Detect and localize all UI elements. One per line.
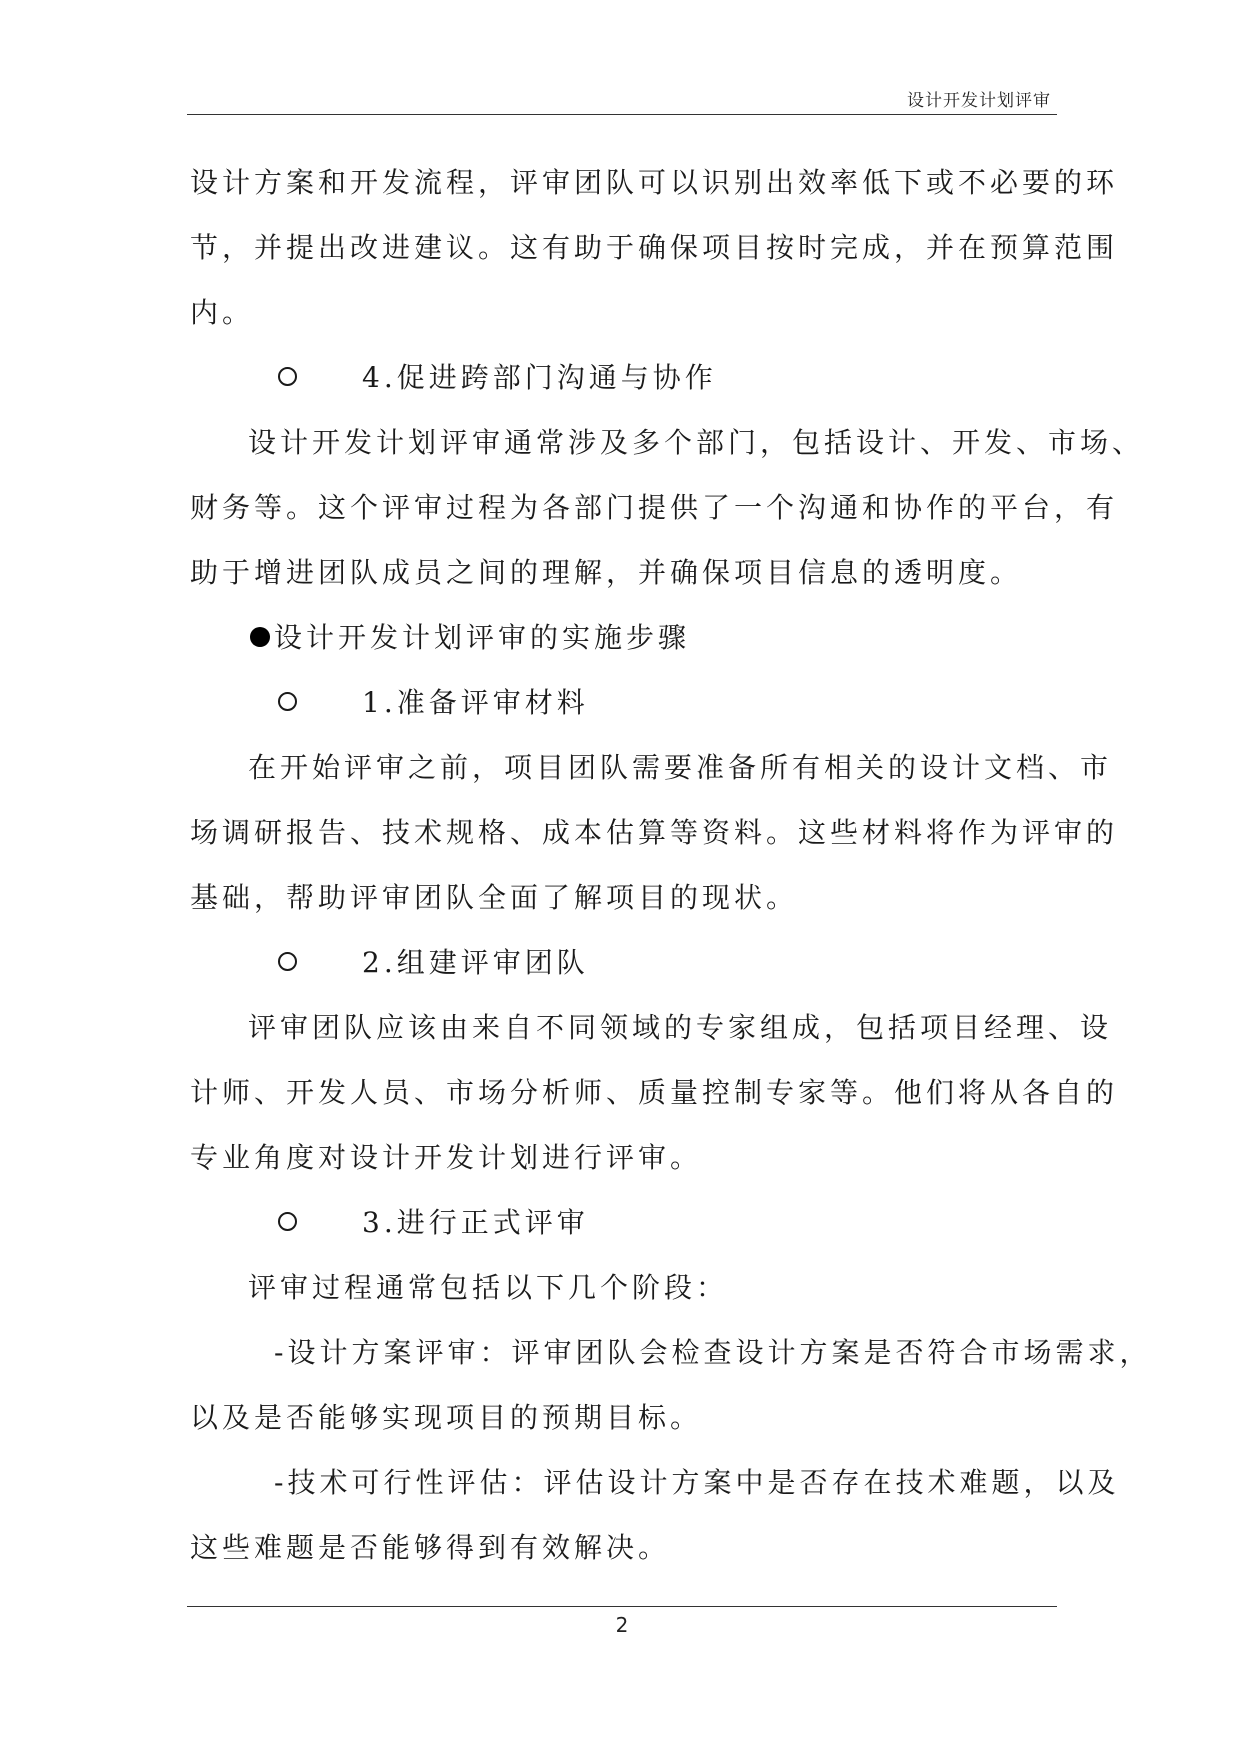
subheading-text: 2.组建评审团队 [362, 946, 589, 979]
subheading-text: 3.进行正式评审 [362, 1206, 589, 1239]
paragraph-line: 计师、开发人员、市场分析师、质量控制专家等。他们将从各自的 [190, 1076, 1119, 1109]
paragraph-line: 场调研报告、技术规格、成本估算等资料。这些材料将作为评审的 [190, 816, 1119, 849]
paragraph-line: 财务等。这个评审过程为各部门提供了一个沟通和协作的平台，有 [190, 491, 1119, 524]
paragraph-line: 基础，帮助评审团队全面了解项目的现状。 [190, 881, 799, 914]
section-heading [190, 605, 1056, 670]
hollow-circle-bullet-icon [278, 692, 297, 711]
paragraph-line: 评审团队应该由来自不同领域的专家组成，包括项目经理、设 [248, 1011, 1113, 1044]
subheading-4 [190, 345, 1056, 410]
paragraph-line: 设计开发计划评审通常涉及多个部门，包括设计、开发、市场、 [248, 426, 1145, 459]
page-footer [187, 1606, 1057, 1637]
subheading-text: 1.准备评审材料 [362, 686, 589, 719]
header-title: 设计开发计划评审 [907, 91, 1051, 111]
hollow-circle-bullet-icon [278, 367, 297, 386]
hollow-circle-bullet-icon [278, 952, 297, 971]
paragraph-line: -技术可行性评估：评估设计方案中是否存在技术难题，以及 [274, 1466, 1120, 1499]
subheading-text: 4.促进跨部门沟通与协作 [362, 361, 717, 394]
paragraph-line: 专业角度对设计开发计划进行评审。 [190, 1141, 703, 1174]
paragraph-line: 助于增进团队成员之间的理解，并确保项目信息的透明度。 [190, 556, 1023, 589]
paragraph-line: 评审过程通常包括以下几个阶段： [248, 1271, 729, 1304]
subheading-3 [190, 1190, 1056, 1255]
filled-circle-bullet-icon [250, 627, 270, 647]
paragraph-line: 节，并提出改进建议。这有助于确保项目按时完成，并在预算范围 [190, 231, 1119, 264]
document-body [190, 150, 1152, 1580]
paragraph-line: 以及是否能够实现项目的预期目标。 [190, 1401, 703, 1434]
paragraph-line: -设计方案评审：评审团队会检查设计方案是否符合市场需求， [274, 1336, 1152, 1369]
paragraph-line: 这些难题是否能够得到有效解决。 [190, 1531, 671, 1564]
page-number: 2 [615, 1613, 629, 1637]
subheading-1 [190, 670, 1056, 735]
paragraph-line: 设计方案和开发流程，评审团队可以识别出效率低下或不必要的环 [190, 166, 1119, 199]
subheading-2 [190, 930, 1056, 995]
page-header [187, 78, 1057, 115]
section-heading-text: 设计开发计划评审的实施步骤 [274, 621, 691, 654]
hollow-circle-bullet-icon [278, 1212, 297, 1231]
paragraph-line: 在开始评审之前，项目团队需要准备所有相关的设计文档、市 [248, 751, 1113, 784]
paragraph-line: 内。 [190, 296, 255, 329]
